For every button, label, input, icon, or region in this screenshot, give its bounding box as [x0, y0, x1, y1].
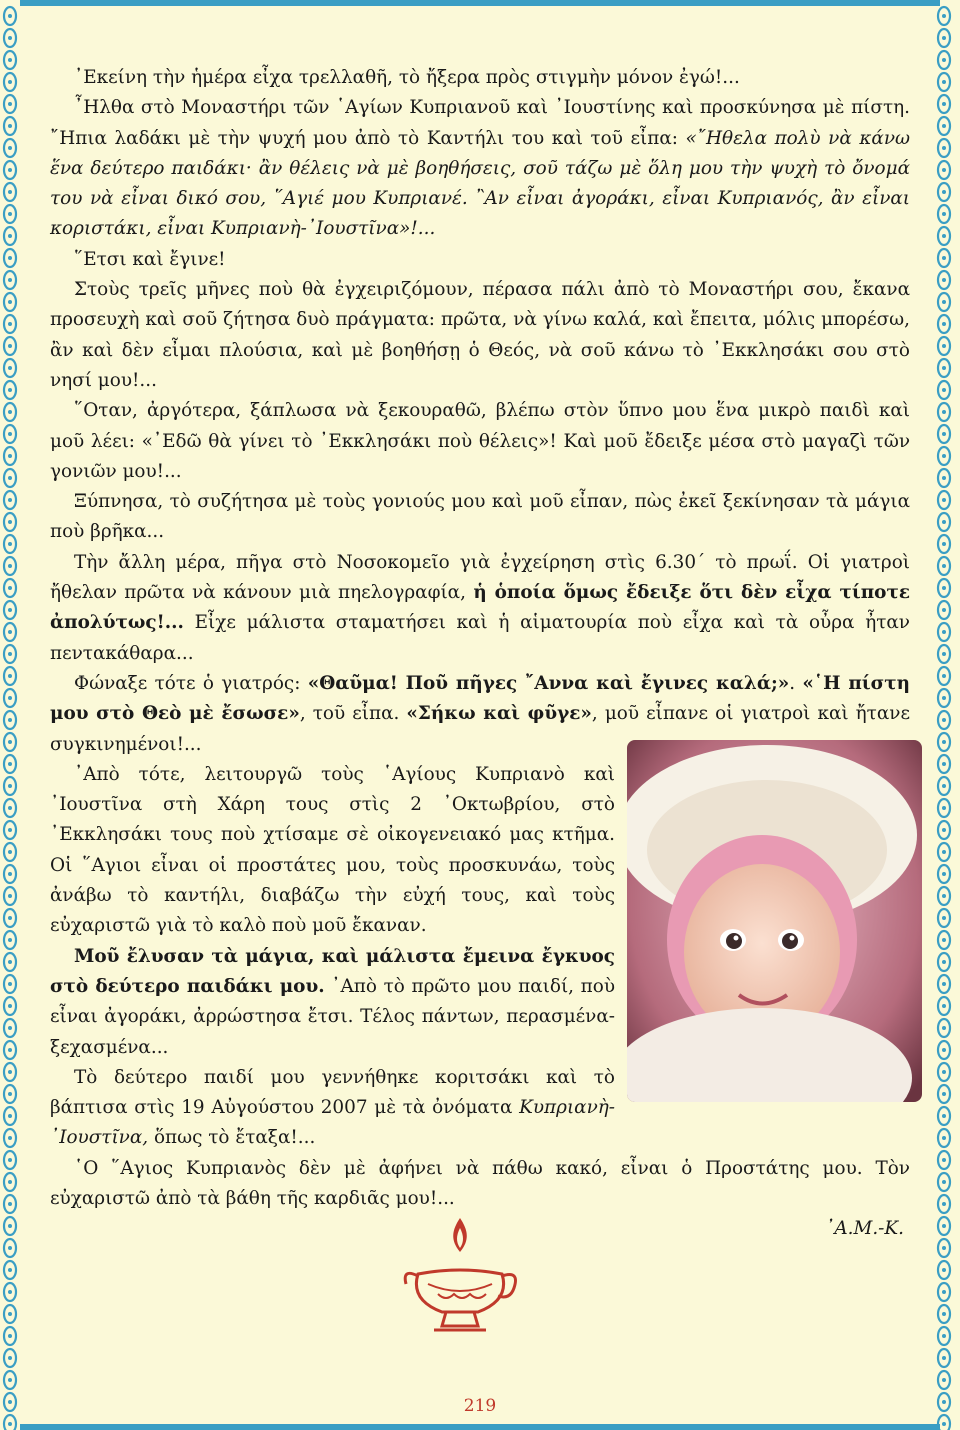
paragraph: [50, 275, 910, 396]
border-dot: [942, 1312, 946, 1316]
text-segment: Κυπριανὴ-᾿Ιουστῖνα,: [50, 1097, 615, 1149]
text-segment: «῾Η πίστη μου στὸ Θεὸ μὲ ἔσωσε»: [50, 672, 910, 725]
border-dot: [942, 1224, 946, 1228]
border-dot: [942, 14, 946, 18]
border-dot: [942, 784, 946, 788]
border-dot: [942, 454, 946, 458]
border-dot: [8, 278, 12, 282]
paragraph: [50, 245, 910, 275]
border-dot: [942, 674, 946, 678]
border-dot: [8, 542, 12, 546]
bottom-border-line: [20, 1424, 940, 1430]
border-dot: [8, 388, 12, 392]
border-dot: [942, 322, 946, 326]
border-dot: [8, 564, 12, 568]
border-dot: [8, 80, 12, 84]
text-segment: «῎Ηθελα πολὺ νὰ κάνω ἕνα δεύτερο παιδάκι· ἂν θέλεις νὰ μὲ βοηθήσεις, σοῦ τάζω μὲ ὅλη μου τὴν ψυχὴ τὸ ὄνομά του νὰ εἶναι δικό σου, ῞Αγιέ μου Κυπριανέ. ῍Αν εἶναι ἀγοράκι, εἶναι Κυπριανός, ἂν εἶναι κοριστάκι, εἶναι Κυπριανὴ-᾿Ιουστῖνα»!...: [50, 127, 910, 240]
text-segment: ῞Ετσι καὶ ἔγινε!: [74, 248, 226, 270]
border-dot: [942, 1026, 946, 1030]
border-dot: [942, 36, 946, 40]
border-dot: [8, 256, 12, 260]
border-dot: [8, 608, 12, 612]
border-dot: [8, 1224, 12, 1228]
baby-photo: [627, 740, 922, 1102]
border-dot: [942, 916, 946, 920]
border-dot: [942, 762, 946, 766]
border-dot: [942, 960, 946, 964]
text-segment: ᾿Απὸ τὸ πρῶτο μου παιδί, ποὺ εἶναι ἀγοράκι, ἀρρώστησα ἔτσι. Τέλος πάντων, περασμένα-ξεχασμένα...: [50, 975, 615, 1058]
border-dot: [8, 696, 12, 700]
border-dot: [942, 718, 946, 722]
border-dot: [8, 938, 12, 942]
border-dot: [8, 102, 12, 106]
text-segment: «Θαῦμα! Ποῦ πῆγες ῎Αννα καὶ ἔγινες καλά;»: [307, 672, 790, 694]
border-dot: [942, 432, 946, 436]
text-segment: ᾿Εκείνη τὴν ἡμέρα εἶχα τρελλαθῆ, τὸ ἤξερα πρὸς στιγμὴν μόνον ἐγώ!...: [74, 67, 740, 88]
border-dot: [942, 1158, 946, 1162]
border-dot: [942, 564, 946, 568]
text-segment: .: [789, 672, 803, 694]
border-dot: [8, 894, 12, 898]
text-segment: ῾Ο ῞Αγιος Κυπριανὸς δὲν μὲ ἀφήνει νὰ πάθω κακό, εἶναι ὁ Προστάτης μου. Τὸν εὐχαριστῶ ἀπὸ τὰ βάθη τῆς καρδιᾶς μου!...: [50, 1157, 910, 1209]
closing-paragraph: [50, 1154, 910, 1215]
border-dot: [8, 762, 12, 766]
border-dot: [942, 1290, 946, 1294]
border-dot: [8, 828, 12, 832]
border-dot: [942, 476, 946, 480]
paragraph: [50, 487, 910, 548]
border-dot: [8, 1268, 12, 1272]
border-dot: [8, 168, 12, 172]
border-dot: [8, 190, 12, 194]
border-dot: [942, 608, 946, 612]
border-dot: [8, 1334, 12, 1338]
border-dot: [8, 124, 12, 128]
border-dot: [942, 1180, 946, 1184]
border-dot: [942, 1202, 946, 1206]
text-segment: ῞Οταν, ἀργότερα, ξάπλωσα νὰ ξεκουραθῶ, βλέπω στὸν ὕπνο μου ἕνα μικρὸ παιδὶ καὶ μοῦ λέει: «᾿Εδῶ θὰ γίνει τὸ ᾿Εκκλησάκι ποὺ θέλεις»! Καὶ μοῦ ἔδειξε μέσα στὸ μαγαζὶ τῶν γονιῶν μου!...: [50, 400, 910, 482]
border-dot: [8, 454, 12, 458]
border-dot: [8, 850, 12, 854]
border-dot: [8, 916, 12, 920]
border-dot: [8, 14, 12, 18]
border-dot: [942, 652, 946, 656]
text-segment: Φώναξε τότε ὁ γιατρός:: [74, 672, 308, 694]
paragraph: [50, 396, 910, 487]
border-dot: [8, 630, 12, 634]
border-dot: [942, 190, 946, 194]
border-dot: [942, 982, 946, 986]
paragraph: [50, 548, 910, 669]
border-dot: [942, 234, 946, 238]
border-dot: [8, 784, 12, 788]
border-dot: [942, 344, 946, 348]
border-dot: [8, 520, 12, 524]
text-segment: ᾿Απὸ τότε, λειτουργῶ τοὺς ῾Αγίους Κυπριανὸ καὶ ᾿Ιουστῖνα στὴ Χάρη τους στὶς 2 ᾿Οκτωβρίου, στὸ ᾿Εκκλησάκι τους ποὺ χτίσαμε σὲ οἰκογενειακό μας κτῆμα. Οἱ ῞Αγιοι εἶναι οἱ προστάτες μου, τοὺς προσκυνάω, τοὺς ἀνάβω τὸ καντήλι, διαβάζω τὴν εὐχή τους, καὶ τοὺς εὐχαριστῶ γιὰ τὸ καλὸ ποὺ μοῦ ἔκαναν.: [50, 763, 615, 937]
border-dot: [942, 542, 946, 546]
border-dot: [8, 1048, 12, 1052]
border-dot: [8, 300, 12, 304]
border-dot: [942, 1268, 946, 1272]
border-dot: [8, 652, 12, 656]
border-dot: [942, 740, 946, 744]
border-dot: [942, 410, 946, 414]
border-dot: [8, 432, 12, 436]
border-dot: [942, 1114, 946, 1118]
border-dot: [8, 1158, 12, 1162]
border-dot: [8, 718, 12, 722]
top-border-line: [20, 0, 940, 6]
paragraph: [50, 760, 615, 942]
border-dot: [942, 872, 946, 876]
border-dot: [942, 300, 946, 304]
border-dot: [8, 1092, 12, 1096]
border-dot: [8, 1422, 12, 1426]
border-dot: [942, 498, 946, 502]
border-dot: [942, 168, 946, 172]
border-dot: [8, 960, 12, 964]
border-dot: [8, 674, 12, 678]
border-dot: [8, 1114, 12, 1118]
border-dot: [8, 58, 12, 62]
text-segment: Ξύπνησα, τὸ συζήτησα μὲ τοὺς γονιούς μου καὶ μοῦ εἶπαν, πὼς ἐκεῖ ξεκίνησαν τὰ μάγια ποὺ βρῆκα...: [50, 491, 910, 543]
border-dot: [8, 234, 12, 238]
signature: ᾿Α.Μ.-Κ.: [825, 1218, 904, 1240]
text-segment: Στοὺς τρεῖς μῆνες ποὺ θὰ ἐγχειριζόμουν, πέρασα πάλι ἀπὸ τὸ Μοναστήρι σου, ἔκανα προσευχὴ καὶ σοῦ ζήτησα δυὸ πράγματα: πρῶτα, νὰ γίνω καλά, καὶ ἔπειτα, μόλις μπορέσω, ἂν καὶ δὲν εἶμαι πλούσια, καὶ μὲ βοηθήσῃ ὁ Θεός, νὰ σοῦ κάνω τὸ ᾿Εκκλησάκι σου στὸ νησί μου!...: [50, 279, 910, 391]
main-paragraphs: [50, 63, 910, 760]
border-dot: [942, 1246, 946, 1250]
border-dot: [8, 146, 12, 150]
border-dot: [8, 982, 12, 986]
border-dot: [942, 520, 946, 524]
border-dot: [942, 102, 946, 106]
text-segment: Μοῦ ἔλυσαν τὰ μάγια, καὶ μάλιστα ἔμεινα ἔγκυος στὸ δεύτερο παιδάκι μου.: [50, 945, 615, 997]
border-dot: [8, 586, 12, 590]
border-dot: [8, 872, 12, 876]
border-dot: [942, 894, 946, 898]
border-dot: [8, 322, 12, 326]
border-dot: [942, 1092, 946, 1096]
border-dot: [942, 806, 946, 810]
text-segment: ῏Ηλθα στὸ Μοναστήρι τῶν ῾Αγίων Κυπριανοῦ καὶ ᾿Ιουστίνης καὶ προσκύνησα μὲ πίστη. ῎Ηπια λαδάκι μὲ τὴν ψυχή μου ἀπὸ τὸ Καντήλι του καὶ τοῦ εἶπα:: [50, 97, 910, 149]
border-dot: [8, 1378, 12, 1382]
text-segment: «Σήκω καὶ φῦγε»: [406, 703, 592, 725]
border-dot: [8, 36, 12, 40]
border-dot: [942, 630, 946, 634]
border-dot: [942, 1378, 946, 1382]
right-ornamental-border: [934, 0, 960, 1430]
border-dot: [942, 1136, 946, 1140]
border-dot: [8, 1290, 12, 1294]
border-dot: [942, 124, 946, 128]
paragraphs-beside-photo: [50, 760, 615, 1154]
border-dot: [942, 80, 946, 84]
border-dot: [8, 344, 12, 348]
paragraph: [50, 63, 910, 93]
border-dot: [942, 938, 946, 942]
border-dot: [8, 212, 12, 216]
border-dot: [942, 1004, 946, 1008]
border-dot: [8, 806, 12, 810]
border-dot: [8, 476, 12, 480]
border-dot: [942, 850, 946, 854]
border-dot: [8, 366, 12, 370]
border-dot: [942, 212, 946, 216]
text-segment: Τὸ δεύτερο παιδί μου γεννήθηκε κοριτσάκι καὶ τὸ βάπτισα στὶς 19 Αὐγούστου 2007 μὲ τὰ ὀνόματα: [50, 1066, 615, 1119]
text-segment: ἡ ὁποία ὅμως ἔδειξε ὅτι δὲν εἶχα τίποτε ἀπολύτως!...: [50, 582, 910, 634]
border-dot: [8, 1026, 12, 1030]
paragraph: [50, 942, 615, 1063]
border-dot: [8, 1180, 12, 1184]
text-segment: , τοῦ εἶπα.: [299, 703, 407, 725]
border-dot: [8, 498, 12, 502]
border-dot: [8, 410, 12, 414]
border-dot: [8, 1070, 12, 1074]
border-dot: [8, 740, 12, 744]
border-dot: [942, 366, 946, 370]
left-ornamental-border: [0, 0, 20, 1430]
paragraph: [50, 1063, 615, 1154]
border-dot: [942, 58, 946, 62]
border-dot: [942, 696, 946, 700]
border-dot: [942, 256, 946, 260]
text-segment: ὅπως τὸ ἔταξα!...: [148, 1127, 316, 1149]
border-dot: [942, 1356, 946, 1360]
text-segment: Εἶχε μάλιστα σταματήσει καὶ ἡ αἱματουρία ποὺ εἶχα καὶ τὰ οὖρα ἦταν πεντακάθαρα...: [50, 612, 910, 664]
oil-lamp-ornament: [398, 1210, 522, 1338]
border-dot: [942, 1048, 946, 1052]
border-dot: [942, 278, 946, 282]
border-dot: [942, 1070, 946, 1074]
border-dot: [942, 1422, 946, 1426]
text-segment: Τὴν ἄλλη μέρα, πῆγα στὸ Νοσοκομεῖο γιὰ ἐγχείρηση στὶς 6.30´ τὸ πρωΐ. Οἱ γιατροὶ ἤθελαν πρῶτα νὰ κάνουν μιὰ πηελογραφία,: [50, 551, 910, 604]
border-dot: [8, 1246, 12, 1250]
border-dot: [942, 146, 946, 150]
border-dot: [942, 586, 946, 590]
paragraph: [50, 93, 910, 244]
border-dot: [8, 1312, 12, 1316]
text-segment: , μοῦ εἶπανε οἱ γιατροὶ καὶ ἤτανε συγκινημένοι!...: [50, 703, 910, 755]
border-dot: [8, 1136, 12, 1140]
border-dot: [942, 1334, 946, 1338]
page-number: 219: [463, 1396, 497, 1416]
border-dot: [8, 1004, 12, 1008]
border-dot: [8, 1202, 12, 1206]
border-dot: [8, 1356, 12, 1360]
border-dot: [942, 828, 946, 832]
border-dot: [942, 388, 946, 392]
